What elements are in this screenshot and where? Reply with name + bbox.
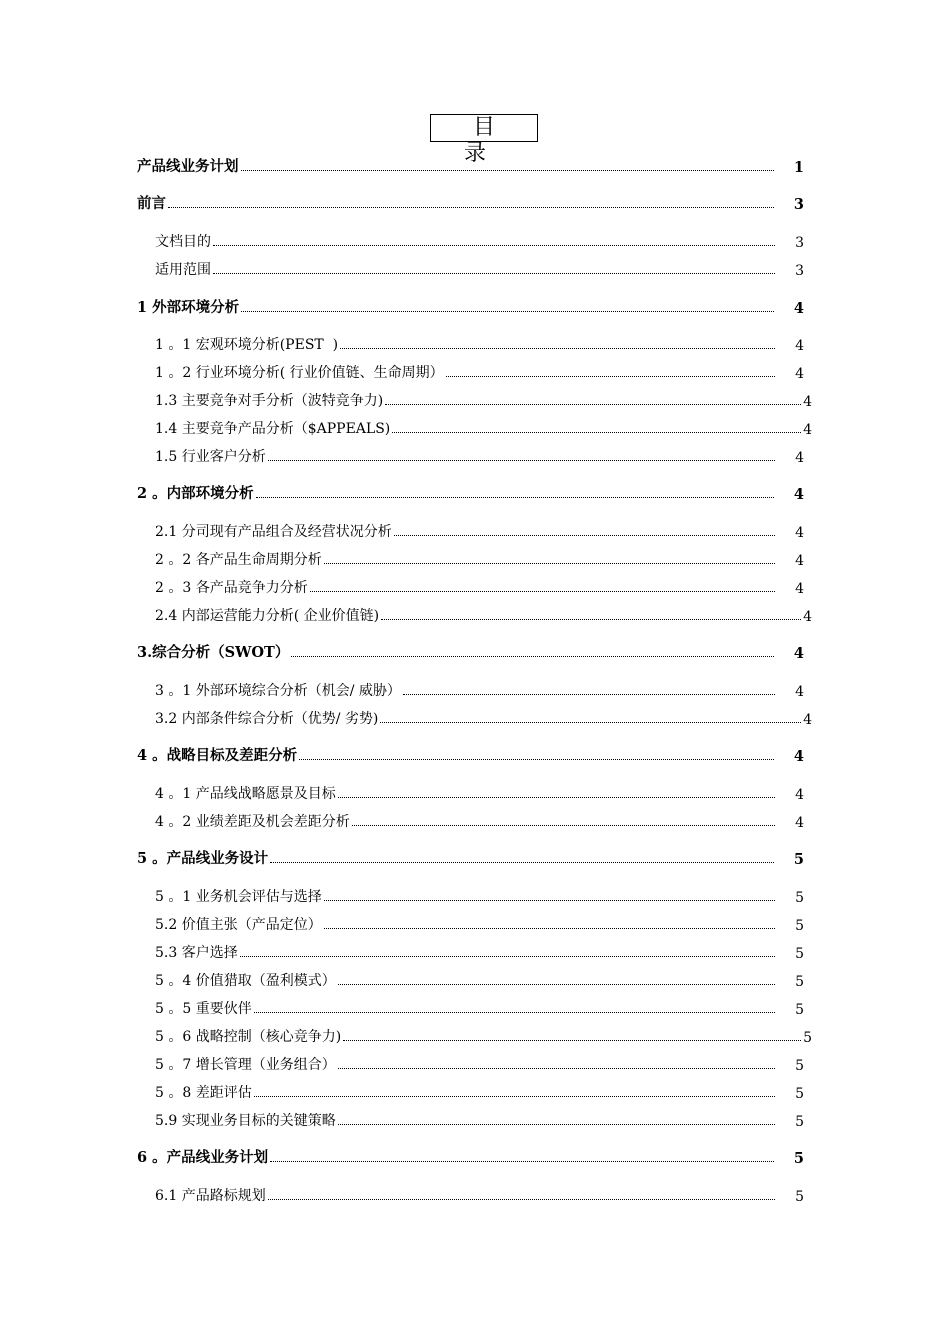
- toc-entry-label: 4 。2 业绩差距及机会差距分析: [155, 814, 350, 830]
- toc-entry-label: 产品线业务计划: [137, 158, 239, 175]
- toc-entry-page: 3: [795, 235, 804, 251]
- toc-entry[interactable]: [137, 295, 804, 317]
- toc-entry-label: 适用范围: [155, 262, 211, 278]
- toc-entry-label: 2 。内部环境分析: [137, 485, 254, 502]
- toc-entry-page: 4: [793, 300, 804, 317]
- toc-entry[interactable]: [155, 706, 812, 728]
- toc-entry-label: 5 。产品线业务设计: [137, 850, 269, 867]
- toc-entry-page: 5: [795, 1086, 804, 1102]
- toc-dot-leader: [213, 273, 775, 274]
- toc-dot-leader: [338, 984, 775, 985]
- toc-entry-page: 4: [803, 712, 812, 728]
- toc-dot-leader: [268, 460, 775, 461]
- toc-dot-leader: [241, 170, 774, 171]
- toc-entry-label: 6 。产品线业务计划: [137, 1149, 269, 1166]
- toc-dot-leader: [340, 348, 775, 349]
- toc-entry[interactable]: [155, 388, 812, 410]
- toc-entry[interactable]: [137, 481, 804, 503]
- toc-entry[interactable]: [155, 1024, 812, 1046]
- toc-entry[interactable]: [155, 678, 804, 700]
- toc-entry[interactable]: [155, 416, 812, 438]
- toc-entry-page: 4: [795, 815, 804, 831]
- toc-entry[interactable]: [137, 191, 804, 213]
- toc-dot-leader: [381, 619, 801, 620]
- toc-entry[interactable]: [137, 846, 804, 868]
- toc-entry-page: 4: [795, 684, 804, 700]
- toc-title: 目 录: [430, 114, 538, 142]
- toc-entry-label: 6.1 产品路标规划: [155, 1188, 266, 1204]
- toc-entry-page: 5: [795, 1058, 804, 1074]
- toc-entry-label: 5.9 实现业务目标的关键策略: [155, 1113, 336, 1129]
- toc-entry-label: 4 。战略目标及差距分析: [137, 747, 298, 764]
- toc-entry-label: 5 。1 业务机会评估与选择: [155, 889, 322, 905]
- toc-entry-page: 4: [795, 338, 804, 354]
- toc-entry[interactable]: [137, 640, 804, 662]
- toc-dot-leader: [394, 535, 775, 536]
- toc-entry-page: 5: [795, 974, 804, 990]
- toc-dot-leader: [380, 722, 801, 723]
- toc-entry-label: 5 。8 差距评估: [155, 1085, 252, 1101]
- toc-entry-label: 5 。5 重要伙伴: [155, 1001, 252, 1017]
- toc-entry-label: 5 。7 增长管理（业务组合）: [155, 1057, 336, 1073]
- toc-entry[interactable]: [155, 781, 804, 803]
- toc-dot-leader: [403, 694, 775, 695]
- toc-entry[interactable]: [155, 996, 804, 1018]
- toc-entry-page: 4: [793, 645, 804, 662]
- toc-dot-leader: [343, 1040, 801, 1041]
- toc-entry[interactable]: [155, 257, 804, 279]
- toc-dot-leader: [241, 311, 774, 312]
- toc-entry[interactable]: [155, 1108, 804, 1130]
- toc-dot-leader: [270, 1161, 774, 1162]
- toc-dot-leader: [268, 1199, 775, 1200]
- toc-entry-label: 1 外部环境分析: [137, 299, 240, 316]
- toc-entry[interactable]: [155, 229, 804, 251]
- toc-entry-page: 5: [795, 1189, 804, 1205]
- toc-dot-leader: [256, 497, 774, 498]
- toc-entry-label: 5 。4 价值猎取（盈利模式）: [155, 973, 336, 989]
- toc-dot-leader: [338, 1068, 775, 1069]
- toc-entry-label: 1 。2 行业环境分析( 行业价值链、生命周期）: [155, 365, 444, 381]
- toc-dot-leader: [254, 1012, 775, 1013]
- toc-entry[interactable]: [155, 884, 804, 906]
- toc-entry-page: 5: [803, 1030, 812, 1046]
- toc-entry-page: 4: [795, 581, 804, 597]
- toc-entry[interactable]: [155, 575, 804, 597]
- toc-entry[interactable]: [137, 743, 804, 765]
- toc-entry-label: 1.4 主要竞争产品分析（$APPEALS): [155, 421, 391, 437]
- toc-entry[interactable]: [155, 547, 804, 569]
- toc-dot-leader: [338, 1124, 775, 1125]
- toc-entry-label: 5.2 价值主张（产品定位）: [155, 917, 322, 933]
- toc-dot-leader: [213, 245, 775, 246]
- toc-entry-page: 1: [793, 159, 804, 176]
- toc-entry-page: 5: [795, 946, 804, 962]
- toc-dot-leader: [324, 928, 775, 929]
- toc-entry-label: 5.3 客户选择: [155, 945, 238, 961]
- toc-dot-leader: [299, 759, 774, 760]
- toc-dot-leader: [168, 207, 774, 208]
- toc-entry-label: 2 。3 各产品竞争力分析: [155, 580, 308, 596]
- toc-entry[interactable]: [155, 360, 804, 382]
- toc-entry-page: 5: [793, 851, 804, 868]
- toc-entry[interactable]: [155, 968, 804, 990]
- toc-entry-label: 前言: [137, 195, 166, 212]
- toc-entry-page: 4: [795, 553, 804, 569]
- toc-entry-page: 5: [795, 890, 804, 906]
- toc-entry[interactable]: [155, 940, 804, 962]
- toc-dot-leader: [254, 1096, 775, 1097]
- toc-dot-leader: [392, 432, 801, 433]
- toc-entry-label: 2.1 分司现有产品组合及经营状况分析: [155, 524, 392, 540]
- toc-dot-leader: [240, 956, 775, 957]
- toc-dot-leader: [324, 563, 775, 564]
- toc-entry-label: 文档目的: [155, 234, 211, 250]
- toc-dot-leader: [270, 862, 774, 863]
- toc-entry-page: 3: [795, 263, 804, 279]
- toc-entry-label: 4 。1 产品线战略愿景及目标: [155, 786, 336, 802]
- toc-entry-page: 4: [795, 525, 804, 541]
- toc-entry-page: 5: [795, 1114, 804, 1130]
- toc-entry-label: 5 。6 战略控制（核心竞争力): [155, 1029, 342, 1045]
- toc-entry-page: 4: [803, 394, 812, 410]
- toc-entry-page: 4: [803, 422, 812, 438]
- toc-entry-page: 4: [793, 486, 804, 503]
- toc-entry[interactable]: [155, 603, 812, 625]
- toc-entry[interactable]: [155, 1052, 804, 1074]
- toc-entry-label: 2 。2 各产品生命周期分析: [155, 552, 322, 568]
- toc-entry[interactable]: [155, 912, 804, 934]
- toc-entry[interactable]: [155, 444, 804, 466]
- toc-entry-page: 5: [793, 1150, 804, 1167]
- toc-entry-page: 3: [793, 196, 804, 213]
- toc-entry-label: 1.3 主要竞争对手分析（波特竞争力): [155, 393, 384, 409]
- toc-entry-page: 4: [793, 748, 804, 765]
- toc-dot-leader: [385, 404, 801, 405]
- toc-entry[interactable]: [155, 1080, 804, 1102]
- toc-entry-label: 2.4 内部运营能力分析( 企业价值链): [155, 608, 380, 624]
- toc-entry-label: 3.2 内部条件综合分析（优势/ 劣势): [155, 711, 379, 727]
- toc-entry[interactable]: [137, 1145, 804, 1167]
- toc-dot-leader: [352, 825, 775, 826]
- toc-entry[interactable]: [155, 519, 804, 541]
- toc-entry[interactable]: [155, 1183, 804, 1205]
- toc-entry-page: 4: [803, 609, 812, 625]
- toc-dot-leader: [324, 900, 775, 901]
- toc-entry-label: 3.综合分析（SWOT）: [137, 644, 290, 661]
- toc-entry-label: 1 。1 宏观环境分析(PEST ): [155, 337, 339, 353]
- toc-entry[interactable]: [137, 154, 804, 176]
- toc-entry-page: 5: [795, 918, 804, 934]
- toc-dot-leader: [291, 656, 774, 657]
- toc-entry-label: 3 。1 外部环境综合分析（机会/ 威胁）: [155, 683, 401, 699]
- toc-dot-leader: [338, 797, 775, 798]
- toc-entry-page: 4: [795, 787, 804, 803]
- toc-entry-page: 5: [795, 1002, 804, 1018]
- toc-entry[interactable]: [155, 809, 804, 831]
- toc-entry[interactable]: [155, 332, 804, 354]
- toc-entry-label: 1.5 行业客户分析: [155, 449, 266, 465]
- toc-entry-page: 4: [795, 366, 804, 382]
- toc-dot-leader: [310, 591, 775, 592]
- toc-entry-page: 4: [795, 450, 804, 466]
- toc-dot-leader: [446, 376, 775, 377]
